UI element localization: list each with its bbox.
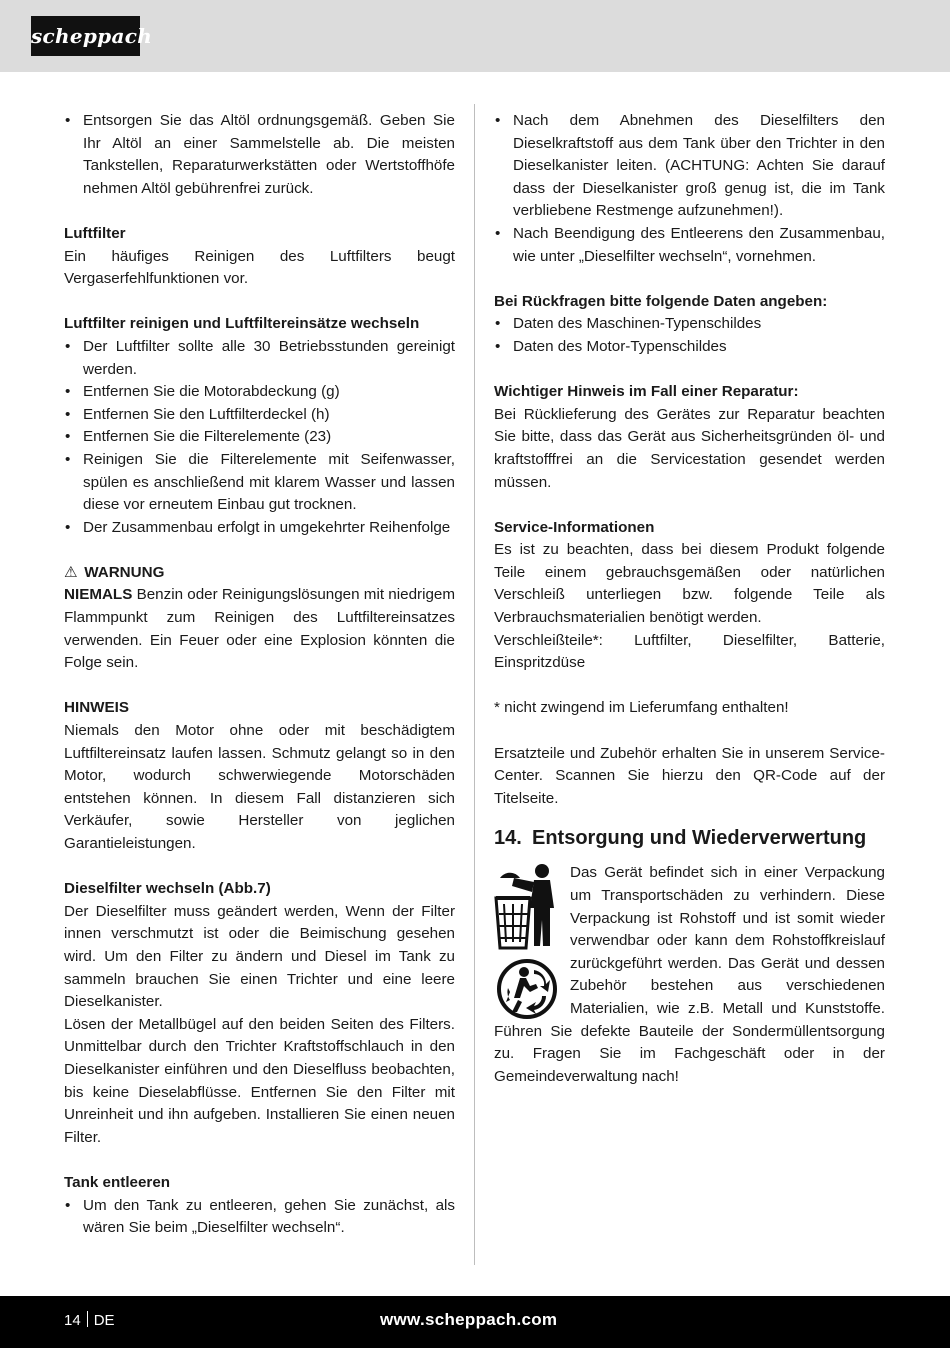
list-item: • Entfernen Sie die Motorabdeckung (g) — [64, 381, 455, 404]
list-item: • Reinigen Sie die Filterelemente mit Seifenwasser, spülen es anschließend mit klarem Wasser und lassen diese vor erneutem Einbau gut trocknen. — [64, 449, 455, 517]
left-column — [64, 110, 455, 1240]
paragraph-service-2: Verschleißteile*: Luftfilter, Dieselfilter, Batterie, Einspritzdüse — [494, 631, 885, 672]
tank-list — [64, 1195, 455, 1240]
heading-service: Service-Informationen — [494, 518, 655, 536]
warning-icon: ⚠ — [64, 563, 78, 581]
language-code: DE — [93, 1312, 115, 1329]
heading-luftfilter: Luftfilter — [64, 224, 126, 242]
warning-paragraph — [64, 584, 455, 674]
heading-rueckfragen: Bei Rückfragen bitte folgende Daten angeben: — [494, 292, 828, 310]
warning-heading — [64, 562, 455, 585]
list-item: • Entfernen Sie den Luftfilterdeckel (h) — [64, 404, 455, 427]
brand-logo: scheppach — [31, 16, 140, 56]
paragraph-dieselfilter-2: Lösen der Metallbügel auf den beiden Seiten des Filters. Unmittelbar durch den Trichter Kraftstoffschlauch in den Dieselkanister einführen und den Dieselfluss beobachten, bis keine Dieselabflüsse. Entfernen Sie den Filter mit Unreinheit und ihn aufgeben. Installieren Sie einen neuen Filter. — [64, 1015, 455, 1146]
paragraph-service-note: * nicht zwingend im Lieferumfang enthalten! — [494, 699, 789, 717]
page-number: 14 — [64, 1312, 81, 1329]
column-divider — [474, 104, 475, 1265]
paragraph-reparatur: Bei Rücklieferung des Gerätes zur Reparatur beachten Sie bitte, dass das Gerät aus Sicherheitsgründen öl- und kraftstofffrei an die Servicestation gesendet werden müssen. — [494, 405, 885, 491]
list-item: • Entsorgen Sie das Altöl ordnungsgemäß. Geben Sie Ihr Altöl an einer Sammelstelle ab. Die meisten Tankstellen, Reparaturwerkstätten oder Wertstoffhöfe nehmen Altöl gebührenfrei zurück. — [64, 110, 455, 200]
section-number: 14. — [494, 827, 522, 850]
list-item: • Nach Beendigung des Entleerens den Zusammenbau, wie unter „Dieselfilter wechseln“, vornehmen. — [494, 223, 885, 268]
list-item: • Um den Tank zu entleeren, gehen Sie zunächst, als wären Sie beim „Dieselfilter wechseln“. — [64, 1195, 455, 1240]
paragraph-service-3: Ersatzteile und Zubehör erhalten Sie in unserem Service-Center. Scannen Sie hierzu den QR-Code auf der Titelseite. — [494, 744, 885, 807]
air-filter-steps — [64, 336, 455, 539]
list-item: • Daten des Motor-Typenschildes — [494, 336, 885, 359]
page-header — [0, 0, 950, 72]
page-indicator — [64, 1310, 115, 1332]
website-link[interactable]: www.scheppach.com — [380, 1310, 558, 1329]
page-separator — [87, 1311, 88, 1327]
heading-tank: Tank entleeren — [64, 1173, 171, 1191]
recycling-icon — [494, 958, 560, 1020]
list-item: • Der Zusammenbau erfolgt in umgekehrter Reihenfolge — [64, 517, 455, 540]
list-item: • Der Luftfilter sollte alle 30 Betriebsstunden gereinigt werden. — [64, 336, 455, 381]
diesel-steps — [494, 110, 885, 268]
hinweis-heading: HINWEIS — [64, 699, 129, 717]
paragraph-dieselfilter-1: Der Dieselfilter muss geändert werden, Wenn der Filter innen verschmutzt ist oder die Beimischung gesehen wird. Um den Filter zu ändern und Diesel im Tank zu sammeln brauchen Sie einen Trichter und eine leere Dieselkanister. — [64, 902, 455, 1011]
section-title — [494, 824, 885, 852]
heading-luftfilter-reinigen: Luftfilter reinigen und Luftfiltereinsätze wechseln — [64, 315, 420, 333]
oil-list — [64, 110, 455, 200]
heading-reparatur: Wichtiger Hinweis im Fall einer Reparatur: — [494, 383, 799, 401]
list-item: • Daten des Maschinen-Typenschildes — [494, 313, 885, 336]
warning-strong: NIEMALS — [64, 586, 133, 604]
warning-text: Benzin oder Reinigungslösungen mit niedrigem Flammpunkt zum Reinigen des Luftfiltereinsatzes verwenden. Ein Feuer oder eine Explosion könnten die Folge sein. — [64, 586, 455, 672]
list-item: • Entfernen Sie die Filterelemente (23) — [64, 426, 455, 449]
section-title-text: Entsorgung und Wiederverwertung — [532, 827, 867, 850]
rueckfragen-list — [494, 313, 885, 358]
heading-dieselfilter: Dieselfilter wechseln (Abb.7) — [64, 880, 271, 898]
trash-bin-person-icon — [494, 862, 560, 952]
list-item: • Nach dem Abnehmen des Dieselfilters den Dieselkraftstoff aus dem Tank über den Trichter in den Dieselkanister leiten. (ACHTUNG: Achten Sie darauf dass der Dieselkanister groß genug ist, die im Tank verbliebene Restmenge aufzunehmen!). — [494, 110, 885, 223]
page-footer — [0, 1296, 950, 1348]
paragraph-luftfilter: Ein häufiges Reinigen des Luftfilters beugt Vergaserfehlfunktionen vor. — [64, 247, 455, 288]
right-column — [494, 110, 885, 1088]
warning-label: WARNUNG — [84, 563, 165, 581]
disposal-icons — [494, 862, 562, 1020]
paragraph-entsorgung: Das Gerät befindet sich in einer Verpackung um Transportschäden zu verhindern. Diese Verpackung ist Rohstoff und ist somit wieder verwendbar oder kann dem Rohstoffkreislauf zurückgeführt werden. Das Gerät und dessen Zubehör bestehen aus verschiedenen Materialien, wie z.B. Metall und Kunststoffe. Führen Sie defekte Bauteile der Sondermüllentsorgung zu. Fragen Sie im Fachgeschäft oder in der Gemeindeverwaltung nach! — [494, 864, 885, 1085]
paragraph-service-1: Es ist zu beachten, dass bei diesem Produkt folgende Teile einem gebrauchsgemäßen oder natürlichen Verschleiß unterliegen bzw. folgende Teile als Verbrauchsmaterialien benötigt werden. — [494, 541, 885, 627]
hinweis-paragraph: Niemals den Motor ohne oder mit beschädigtem Luftfiltereinsatz laufen lassen. Schmutz gelangt so in den Motor, wodurch schwerwiegende Motorschäden entstehen können. In diesem Fall distanzieren sich Verkäufer, sowie Hersteller von jeglichen Garantieleistungen. — [64, 722, 455, 852]
